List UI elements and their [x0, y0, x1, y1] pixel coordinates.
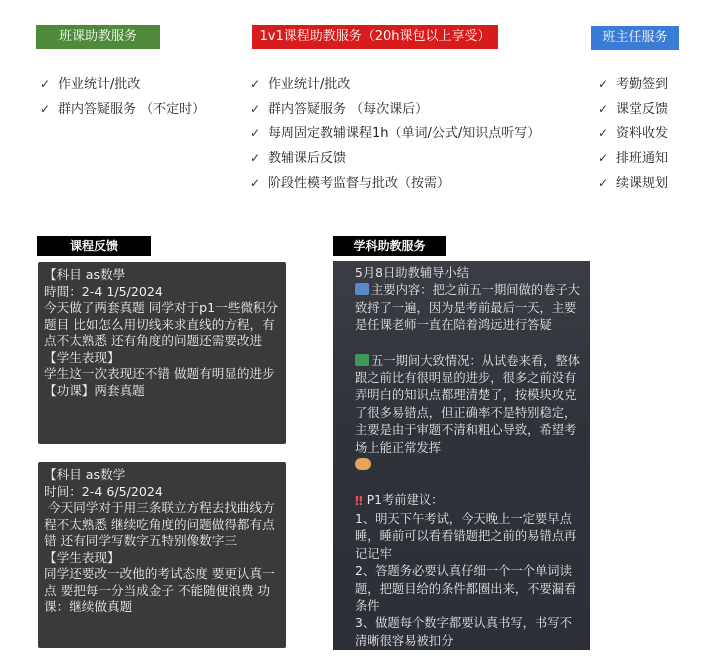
check-icon: ✓: [40, 101, 51, 116]
check-icon: ✓: [598, 126, 609, 141]
list-item: ✓ 群内答疑服务 （每次课后）: [250, 97, 540, 122]
list-item: ✓ 作业统计/批改: [250, 72, 540, 97]
list-item: ✓ 群内答疑服务 （不定时）: [40, 97, 205, 122]
subject-assistant-tag: 学科助教服务: [333, 236, 446, 256]
summary-situation: 五一期间大致情况：从试卷来看，整体跟之前比有很明显的进步，很多之前没有弄明白的知识点都理清楚了，按模块攻克了很多易错点，但正确率不是特别稳定，主要是由于审题不清和粗心导致，希望考场上能正常发挥: [355, 353, 581, 455]
feedback-message-text: 【科目 as数學 時間：2-4 1/5/2024 今天做了两套真题 同学对于p1一些微积分题目 比如怎么用切线来求直线的方程，有点不太熟悉 还有角度的问题还需要改进 【学生表现】 学生这一次表现还不错 做题有明显的进步 【功课】两套真题: [44, 267, 279, 398]
list-item: ✓ 每周固定教辅课程1h（单词/公式/知识点听写）: [250, 121, 540, 146]
head-teacher-badge: 班主任服务: [591, 26, 679, 50]
head-teacher-list: [598, 72, 668, 195]
list-item: ✓ 作业统计/批改: [40, 72, 205, 97]
list-item: ✓ 排班通知: [598, 146, 668, 171]
books-icon: [355, 354, 369, 366]
check-icon: ✓: [250, 126, 261, 141]
summary-main-content: 主要内容：把之前五一期间做的卷子大致捋了一遍，因为是考前最后一天，主要是任课老师一直在陪着鸿远进行答疑: [355, 283, 581, 333]
check-icon: ✓: [40, 77, 51, 91]
list-item: ✓ 续课规划: [598, 171, 668, 196]
double-exclamation-icon: ‼: [355, 494, 363, 509]
list-item: ✓ 资料收发: [598, 121, 668, 146]
summary-title: 5月8日助教辅导小结: [355, 266, 470, 280]
check-icon: ✓: [598, 77, 609, 91]
class-assistant-badge: 班课助教服务: [36, 25, 160, 49]
class-assistant-list: [40, 72, 205, 121]
feedback-message-card: [38, 262, 286, 444]
check-icon: ✓: [250, 151, 261, 166]
advice-item: 1、明天下午考试，今天晚上一定要早点睡，睡前可以看看错题把之前的易错点再记记牢: [355, 511, 577, 561]
check-icon: ✓: [250, 101, 261, 116]
advice-title: P1考前建议：: [366, 493, 444, 508]
check-icon: ✓: [250, 175, 261, 190]
list-item: ✓ 考勤签到: [598, 72, 668, 97]
one-on-one-assistant-list: [250, 72, 540, 195]
advice-item: 2、答题务必要认真仔细一个一个单词读题，把题目给的条件都圈出来，不要漏看条件: [355, 564, 577, 613]
check-icon: ✓: [598, 101, 609, 116]
advice-item: 3、做题每个数字都要认真书写，书写不清晰很容易被扣分: [355, 616, 572, 648]
check-icon: ✓: [250, 77, 261, 91]
list-item: ✓ 课堂反馈: [598, 97, 668, 122]
muscle-icon: [355, 458, 371, 470]
list-item: ✓ 教辅课后反馈: [250, 146, 540, 171]
course-feedback-tag: 课程反馈: [37, 236, 151, 256]
feedback-message-text: 【科目 as数学 时间：2-4 6/5/2024 今天同学对于用三条联立方程去找曲线方程不太熟悉 继续吃角度的问题做得都有点错 还有同学写数字五特别像数字三 【学生表现】 同学还要改一改他的考试态度 要更认真一点 要把每一分当成金子 不能随便浪费 功课：继续做真题: [44, 467, 275, 614]
subject-summary-card: [333, 261, 590, 650]
one-on-one-assistant-badge: 1v1课程助教服务（20h课包以上享受）: [252, 25, 498, 49]
book-icon: [355, 283, 369, 295]
check-icon: ✓: [598, 175, 609, 190]
feedback-message-card: [38, 462, 286, 648]
list-item: ✓ 阶段性模考监督与批改（按需）: [250, 171, 540, 196]
check-icon: ✓: [598, 151, 609, 166]
